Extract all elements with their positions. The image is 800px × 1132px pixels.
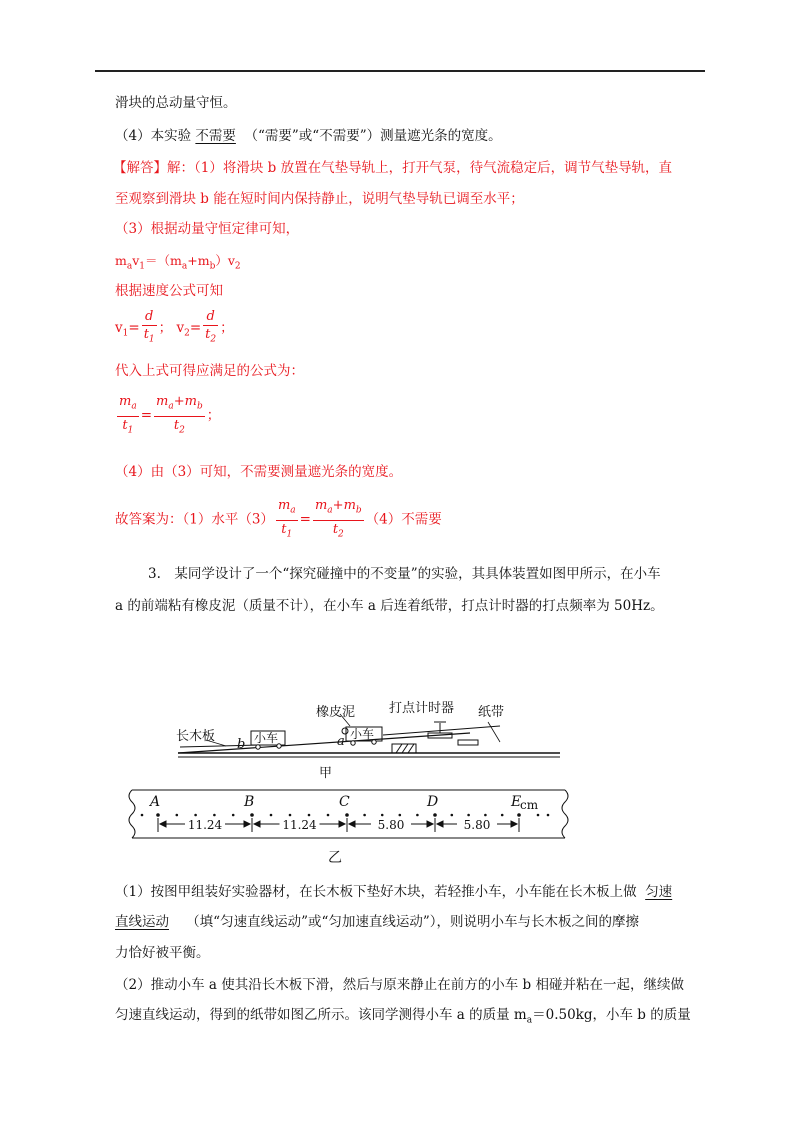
solution-line-1: 【解答】解：（1）将滑块 b 放置在气垫导轨上，打开气泵，待气流稳定后，调节气垫导轨，直 (113, 160, 673, 176)
fraction-ma-over-t1: $\frac{m_a}{t_1}$ (119, 394, 137, 436)
label-cart-a: 小车 (350, 727, 375, 741)
solution-line-3: （3）根据动量守恒定律可知， (115, 221, 300, 237)
tape-point-D (433, 813, 437, 817)
segment-length-label: 11.24 (282, 818, 317, 832)
question-3-line-2: a 的前端粘有橡皮泥（质量不计），在小车 a 后连着纸带，打点计时器的打点频率为 50Hz。 (115, 598, 664, 614)
label-board: 长木板 (176, 729, 216, 744)
tape-right-tear (562, 790, 568, 838)
tape-dot (501, 814, 504, 817)
tape-dot (381, 814, 384, 817)
segment-length-label: 5.80 (463, 818, 491, 832)
answer-tag: 【解答】 (113, 160, 167, 176)
solution-line-velocity: 根据速度公式可知 (115, 283, 223, 299)
segment-length-label: 5.80 (377, 818, 405, 832)
text-line-q4: （4）本实验 不需要 （“需要”或“不需要”）测量遮光条的宽度。 (115, 128, 502, 144)
tape-dot (289, 814, 292, 817)
dimension-arrow (437, 821, 443, 827)
tape-point-B (250, 813, 254, 817)
answer-fraction-right: $\frac{m_a+m_b}{t_2}$ (314, 498, 362, 540)
tape-point-label: C (339, 794, 350, 810)
label-timer: 打点计时器 (389, 701, 455, 716)
tape-dot (270, 814, 273, 817)
final-formula: $\frac{m_a}{t_1}$ = $\frac{m_a+m_b}{t_2}$ ； (115, 393, 220, 439)
fraction-d-over-t2: $\frac{d}{t_2}$ (205, 309, 217, 345)
tape-point-E (517, 813, 521, 817)
tape-dot (213, 814, 216, 817)
label-tape: 纸带 (478, 705, 505, 720)
tape-unit: cm (520, 798, 539, 812)
solution-line-4: （4）由（3）可知，不需要测量遮光条的宽度。 (115, 464, 403, 480)
label-cart-b: 小车 (254, 731, 279, 745)
dimension-arrow (244, 821, 250, 827)
tape-left-tear (129, 790, 135, 838)
segment-length-label: 11.24 (187, 818, 223, 832)
part-1-line-1: （1）按图甲组装好实验器材，在长木板下垫好木块，若轻推小车，小车能在长木板上做 匀速 (115, 884, 673, 900)
label-putty: 橡皮泥 (316, 705, 356, 720)
part-1-line-2: 直线运动 （填“匀速直线运动”或“匀加速直线运动”），则说明小车与长木板之间的摩擦 (115, 914, 640, 930)
tape-point-label: D (427, 794, 439, 810)
part-1-line-3: 力恰好被平衡。 (115, 945, 210, 961)
answer-fraction-left: $\frac{m_a}{t_1}$ (277, 498, 296, 540)
solution-line-substitute: 代入上式可得应满足的公式为： (115, 363, 304, 379)
tape-dot (308, 814, 311, 817)
wedge-block (392, 744, 416, 753)
tape-line (383, 726, 500, 735)
velocity-formulas: $v_1=$ $\frac{d}{t_1}$ ； $v_2=$ $\frac{d}{t_2}$ ； (115, 308, 234, 350)
board-incline-line (178, 733, 470, 753)
dimension-arrow (254, 821, 260, 827)
tape-dot (327, 814, 330, 817)
tape-point-C (345, 813, 349, 817)
tape-point-label: A (150, 794, 161, 810)
caption-jia: 甲 (319, 766, 333, 781)
dimension-arrow (349, 821, 355, 827)
dimension-arrow (339, 821, 345, 827)
solution-line-2: 至观察到滑块 b 能在短时间内保持静止，说明气垫导轨已调至水平； (115, 191, 524, 207)
tape-dot (176, 814, 179, 817)
tape-dot (484, 814, 487, 817)
label-cart-b-letter: b (237, 737, 246, 752)
dimension-arrow (160, 821, 166, 827)
tape-dot (467, 814, 470, 817)
tape-point-label: E (511, 794, 522, 810)
tape-dot (194, 814, 197, 817)
tape-dot (363, 814, 366, 817)
dimension-arrow (427, 821, 433, 827)
answer-blank-p1-cont: 直线运动 (115, 914, 169, 930)
fraction-sum-over-t2: $\frac{m_a+m_b}{t_2}$ (156, 394, 203, 436)
tape-dot (232, 814, 235, 817)
tape-dot (141, 814, 144, 817)
tape-point-A (156, 813, 160, 817)
fraction-d-over-t1: $\frac{d}{t_1}$ (143, 309, 155, 345)
answer-blank-q4: 不需要 (195, 128, 236, 144)
part-2-line-2: 匀速直线运动，得到的纸带如图乙所示。该同学测得小车 a 的质量 $m_a=0.50kg$，小车 b 的质量 (115, 1007, 691, 1026)
momentum-equation: $m_av_1=(m_a+m_b)v_2$ (115, 253, 241, 272)
dimension-arrow (511, 821, 517, 827)
answer-blank-p1: 匀速 (645, 884, 673, 900)
tape-dot (451, 814, 454, 817)
caption-yi: 乙 (328, 850, 342, 866)
part-2-line-1: （2）推动小车 a 使其沿长木板下滑，然后与原来静止在前方的小车 b 相碰并粘在一起，继续做 (115, 977, 684, 993)
tape-dot (416, 814, 419, 817)
text-line-1: 滑块的总动量守恒。 (115, 95, 237, 111)
label-cart-a-letter: a (337, 734, 345, 749)
tape-dot (537, 814, 540, 817)
tape-dot (399, 814, 402, 817)
question-3-line-1: 3. 某同学设计了一个“探究碰撞中的不变量”的实验，其具体装置如图甲所示，在小车 (148, 566, 661, 582)
tape-point-label: B (244, 794, 255, 810)
final-answer-line: 故答案为：（1）水平（3） $\frac{m_a}{t_1}$ = $\frac{m_a+m_b}{t_2}$ （4）不需要 (115, 497, 442, 543)
tape-dot (547, 814, 550, 817)
